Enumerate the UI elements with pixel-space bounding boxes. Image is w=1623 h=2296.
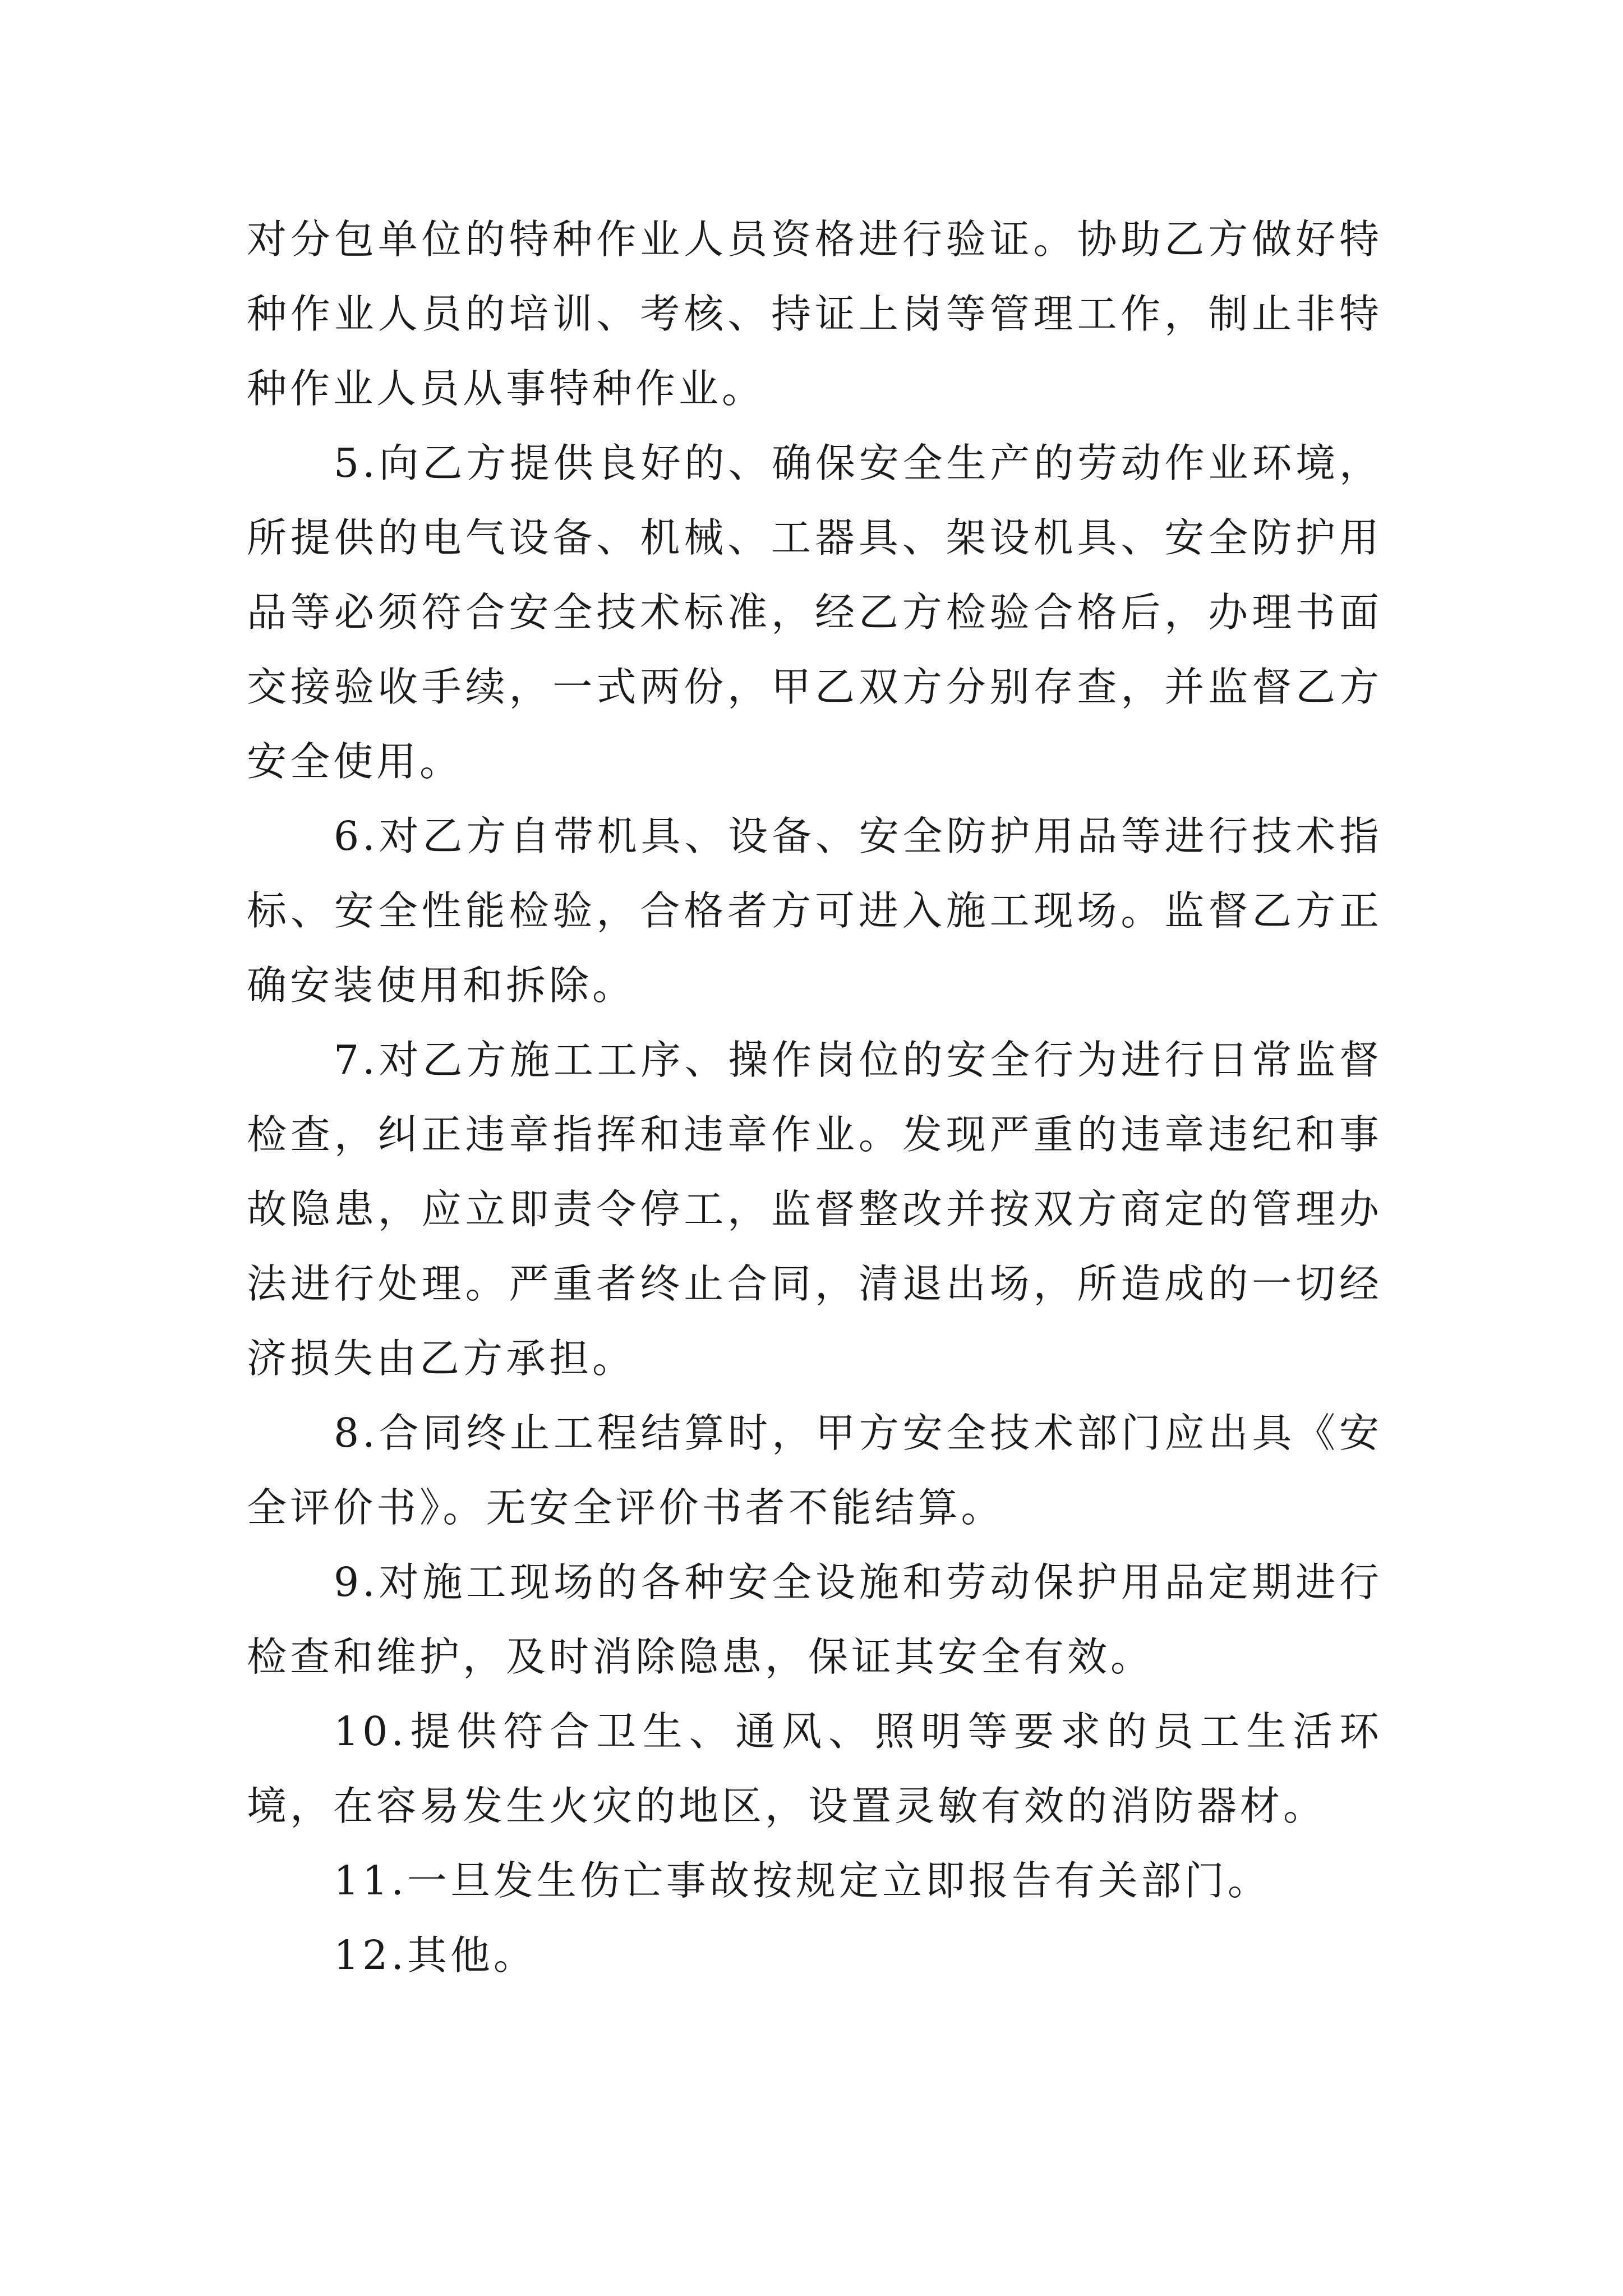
clause-9: 9.对施工现场的各种安全设施和劳动保护用品定期进行检查和维护，及时消除隐患，保证其安全有效。 [247,1559,1382,1680]
clause-7: 7.对乙方施工工序、操作岗位的安全行为进行日常监督检查，纠正违章指挥和违章作业。发现严重的违章违纪和事故隐患，应立即责令停工，监督整改并按双方商定的管理办法进行处理。严重者终止合同，清退出场，所造成的一切经济损失由乙方承担。 [247,1037,1382,1382]
clause-10: 10.提供符合卫生、通风、照明等要求的员工生活环境，在容易发生火灾的地区，设置灵敏有效的消防器材。 [247,1708,1382,1829]
clause-8: 8.合同终止工程结算时，甲方安全技术部门应出具《安全评价书》。无安全评价书者不能结算。 [247,1410,1382,1531]
clause-5: 5.向乙方提供良好的、确保安全生产的劳动作业环境，所提供的电气设备、机械、工器具、架设机具、安全防护用品等必须符合安全技术标准，经乙方检验合格后，办理书面交接验收手续，一式两份，甲乙双方分别存查，并监督乙方安全使用。 [247,440,1382,785]
paragraph-continuation: 对分包单位的特种作业人员资格进行验证。协助乙方做好特种作业人员的培训、考核、持证上岗等管理工作，制止非特种作业人员从事特种作业。 [247,216,1382,412]
document-body [247,202,1382,1993]
clause-12: 12.其他。 [334,1932,537,1978]
clause-11: 11.一旦发生伤亡事故按规定立即报告有关部门。 [334,1857,1271,1904]
clause-6: 6.对乙方自带机具、设备、安全防护用品等进行技术指标、安全性能检验，合格者方可进入施工现场。监督乙方正确安装使用和拆除。 [247,813,1382,1009]
